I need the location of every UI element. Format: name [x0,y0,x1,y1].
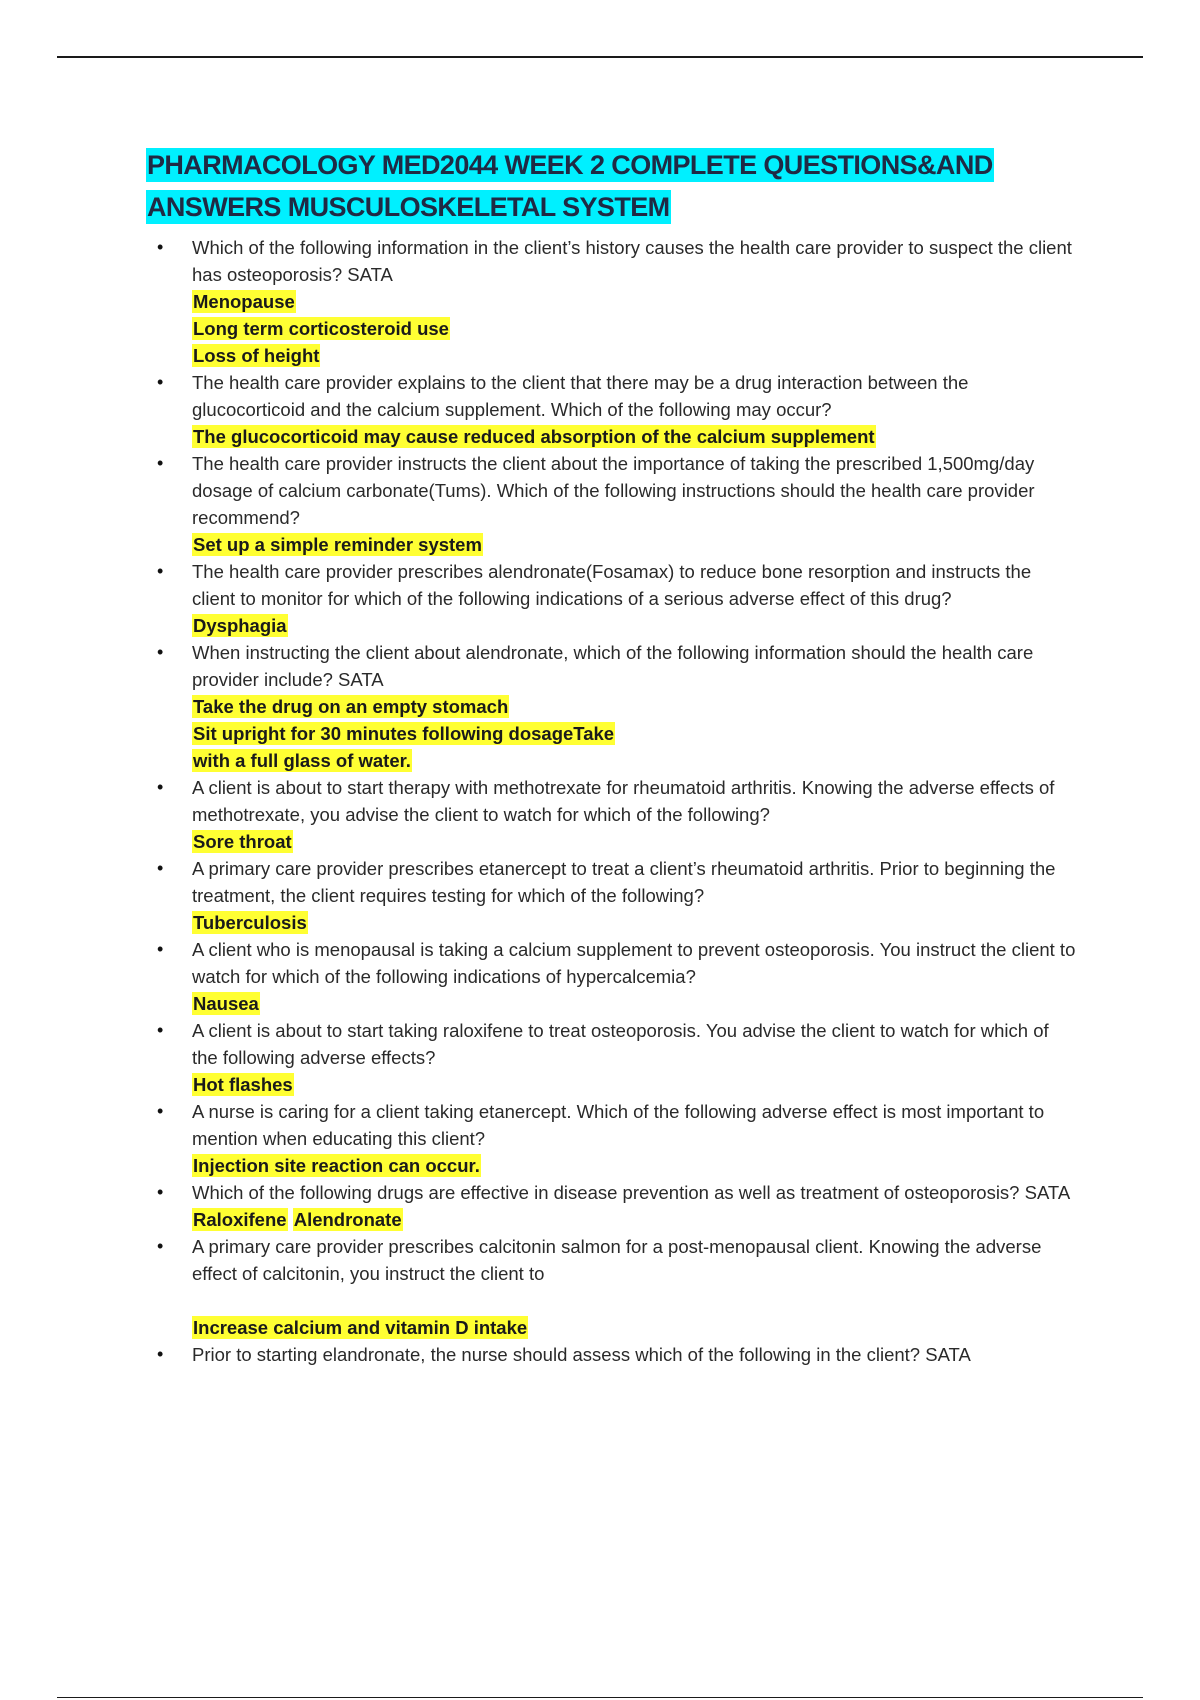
answer-line [192,693,1076,720]
question-item [146,234,1076,369]
question-text: Prior to starting elandronate, the nurse should assess which of the following in the client? SATA [192,1344,971,1365]
answer-highlight: Set up a simple reminder system [193,534,482,555]
answer-line [192,342,1076,369]
top-rule [57,56,1143,58]
bullet-icon: • [157,642,164,662]
question-text: A client is about to start taking raloxifene to treat osteoporosis. You advise the client to watch for which of the following adverse effects? [192,1020,1049,1068]
question-text: A primary care provider prescribes etanercept to treat a client’s rheumatoid arthritis. Prior to beginning the treatment, the client requires testing for which of the following? [192,858,1056,906]
document-body [146,144,1076,1368]
answer-highlight: Injection site reaction can occur. [193,1155,480,1176]
answer-highlight: Nausea [193,993,259,1014]
answer-highlight: Sit upright for 30 minutes following dosageTake [193,723,615,744]
question-item [146,369,1076,450]
answer-highlight: Increase calcium and vitamin D intake [193,1317,528,1338]
question-item [146,450,1076,558]
document-title-text: PHARMACOLOGY MED2044 WEEK 2 COMPLETE QUESTIONS&AND ANSWERS MUSCULOSKELETAL SYSTEM [147,150,993,222]
question-text: A primary care provider prescribes calcitonin salmon for a post-menopausal client. Knowing the adverse effect of calcitonin, you instruct the client to [192,1236,1042,1284]
question-text: A client is about to start therapy with methotrexate for rheumatoid arthritis. Knowing the adverse effects of methotrexate, you advise the client to watch for which of the following? [192,777,1055,825]
answer-line [192,531,1076,558]
answer-line [192,1314,1076,1341]
bullet-icon: • [157,1344,164,1364]
bullet-icon: • [157,372,164,392]
bullet-icon: • [157,237,164,257]
question-text: The health care provider instructs the client about the importance of taking the prescribed 1,500mg/day dosage of calcium carbonate(Tums). Which of the following instructions should the health care provider recommend? [192,453,1035,528]
answer-line [192,828,1076,855]
question-text: When instructing the client about alendronate, which of the following information should the health care provider include? SATA [192,642,1034,690]
answer-line [192,315,1076,342]
question-item [146,558,1076,639]
answer-highlight: Raloxifene [193,1209,287,1230]
question-item [146,774,1076,855]
question-item [146,855,1076,936]
answer-line [192,720,1076,747]
bullet-icon: • [157,1101,164,1121]
blank-line [192,1287,1076,1314]
question-text: Which of the following information in the client’s history causes the health care provider to suspect the client has osteoporosis? SATA [192,237,1072,285]
answer-highlight: Dysphagia [193,615,287,636]
answer-line [192,909,1076,936]
bullet-icon: • [157,1236,164,1256]
answer-line [192,423,1076,450]
answer-highlight: Menopause [193,291,295,312]
question-text: The health care provider prescribes alendronate(Fosamax) to reduce bone resorption and instructs the client to monitor for which of the following indications of a serious adverse effect of this drug? [192,561,1032,609]
answer-highlight: Take the drug on an empty stomach [193,696,509,717]
answer-highlight: Sore throat [193,831,292,852]
answer-line [192,1071,1076,1098]
bullet-icon: • [157,858,164,878]
answer-line [192,1152,1076,1179]
answer-line [192,288,1076,315]
question-item [146,639,1076,774]
answer-highlight: Loss of height [193,345,320,366]
question-item [146,1179,1076,1233]
question-text: Which of the following drugs are effective in disease prevention as well as treatment of osteoporosis? SATA [192,1182,1071,1203]
question-text: A client who is menopausal is taking a calcium supplement to prevent osteoporosis. You instruct the client to watch for which of the following indications of hypercalcemia? [192,939,1076,987]
bullet-icon: • [157,561,164,581]
question-text: The health care provider explains to the client that there may be a drug interaction between the glucocorticoid and the calcium supplement. Which of the following may occur? [192,372,969,420]
question-text: A nurse is caring for a client taking etanercept. Which of the following adverse effect is most important to mention when educating this client? [192,1101,1045,1149]
answer-line [192,1206,1076,1233]
bullet-icon: • [157,453,164,473]
answer-line [192,612,1076,639]
answer-highlight: with a full glass of water. [193,750,411,771]
answer-highlight: Hot flashes [193,1074,293,1095]
question-item [146,1017,1076,1098]
bottom-rule [57,1697,1143,1698]
answer-highlight: Alendronate [293,1209,402,1230]
bullet-icon: • [157,939,164,959]
question-item [146,936,1076,1017]
answer-highlight: Tuberculosis [193,912,307,933]
bullet-icon: • [157,1020,164,1040]
question-item [146,1341,1076,1368]
answer-line [192,747,1076,774]
answer-highlight: The glucocorticoid may cause reduced absorption of the calcium supplement [193,426,875,447]
question-item [146,1098,1076,1179]
bullet-icon: • [157,1182,164,1202]
bullet-icon: • [157,777,164,797]
answer-line [192,990,1076,1017]
answer-highlight: Long term corticosteroid use [193,318,449,339]
question-list [146,234,1076,1368]
question-item [146,1233,1076,1341]
document-title [146,144,1076,228]
